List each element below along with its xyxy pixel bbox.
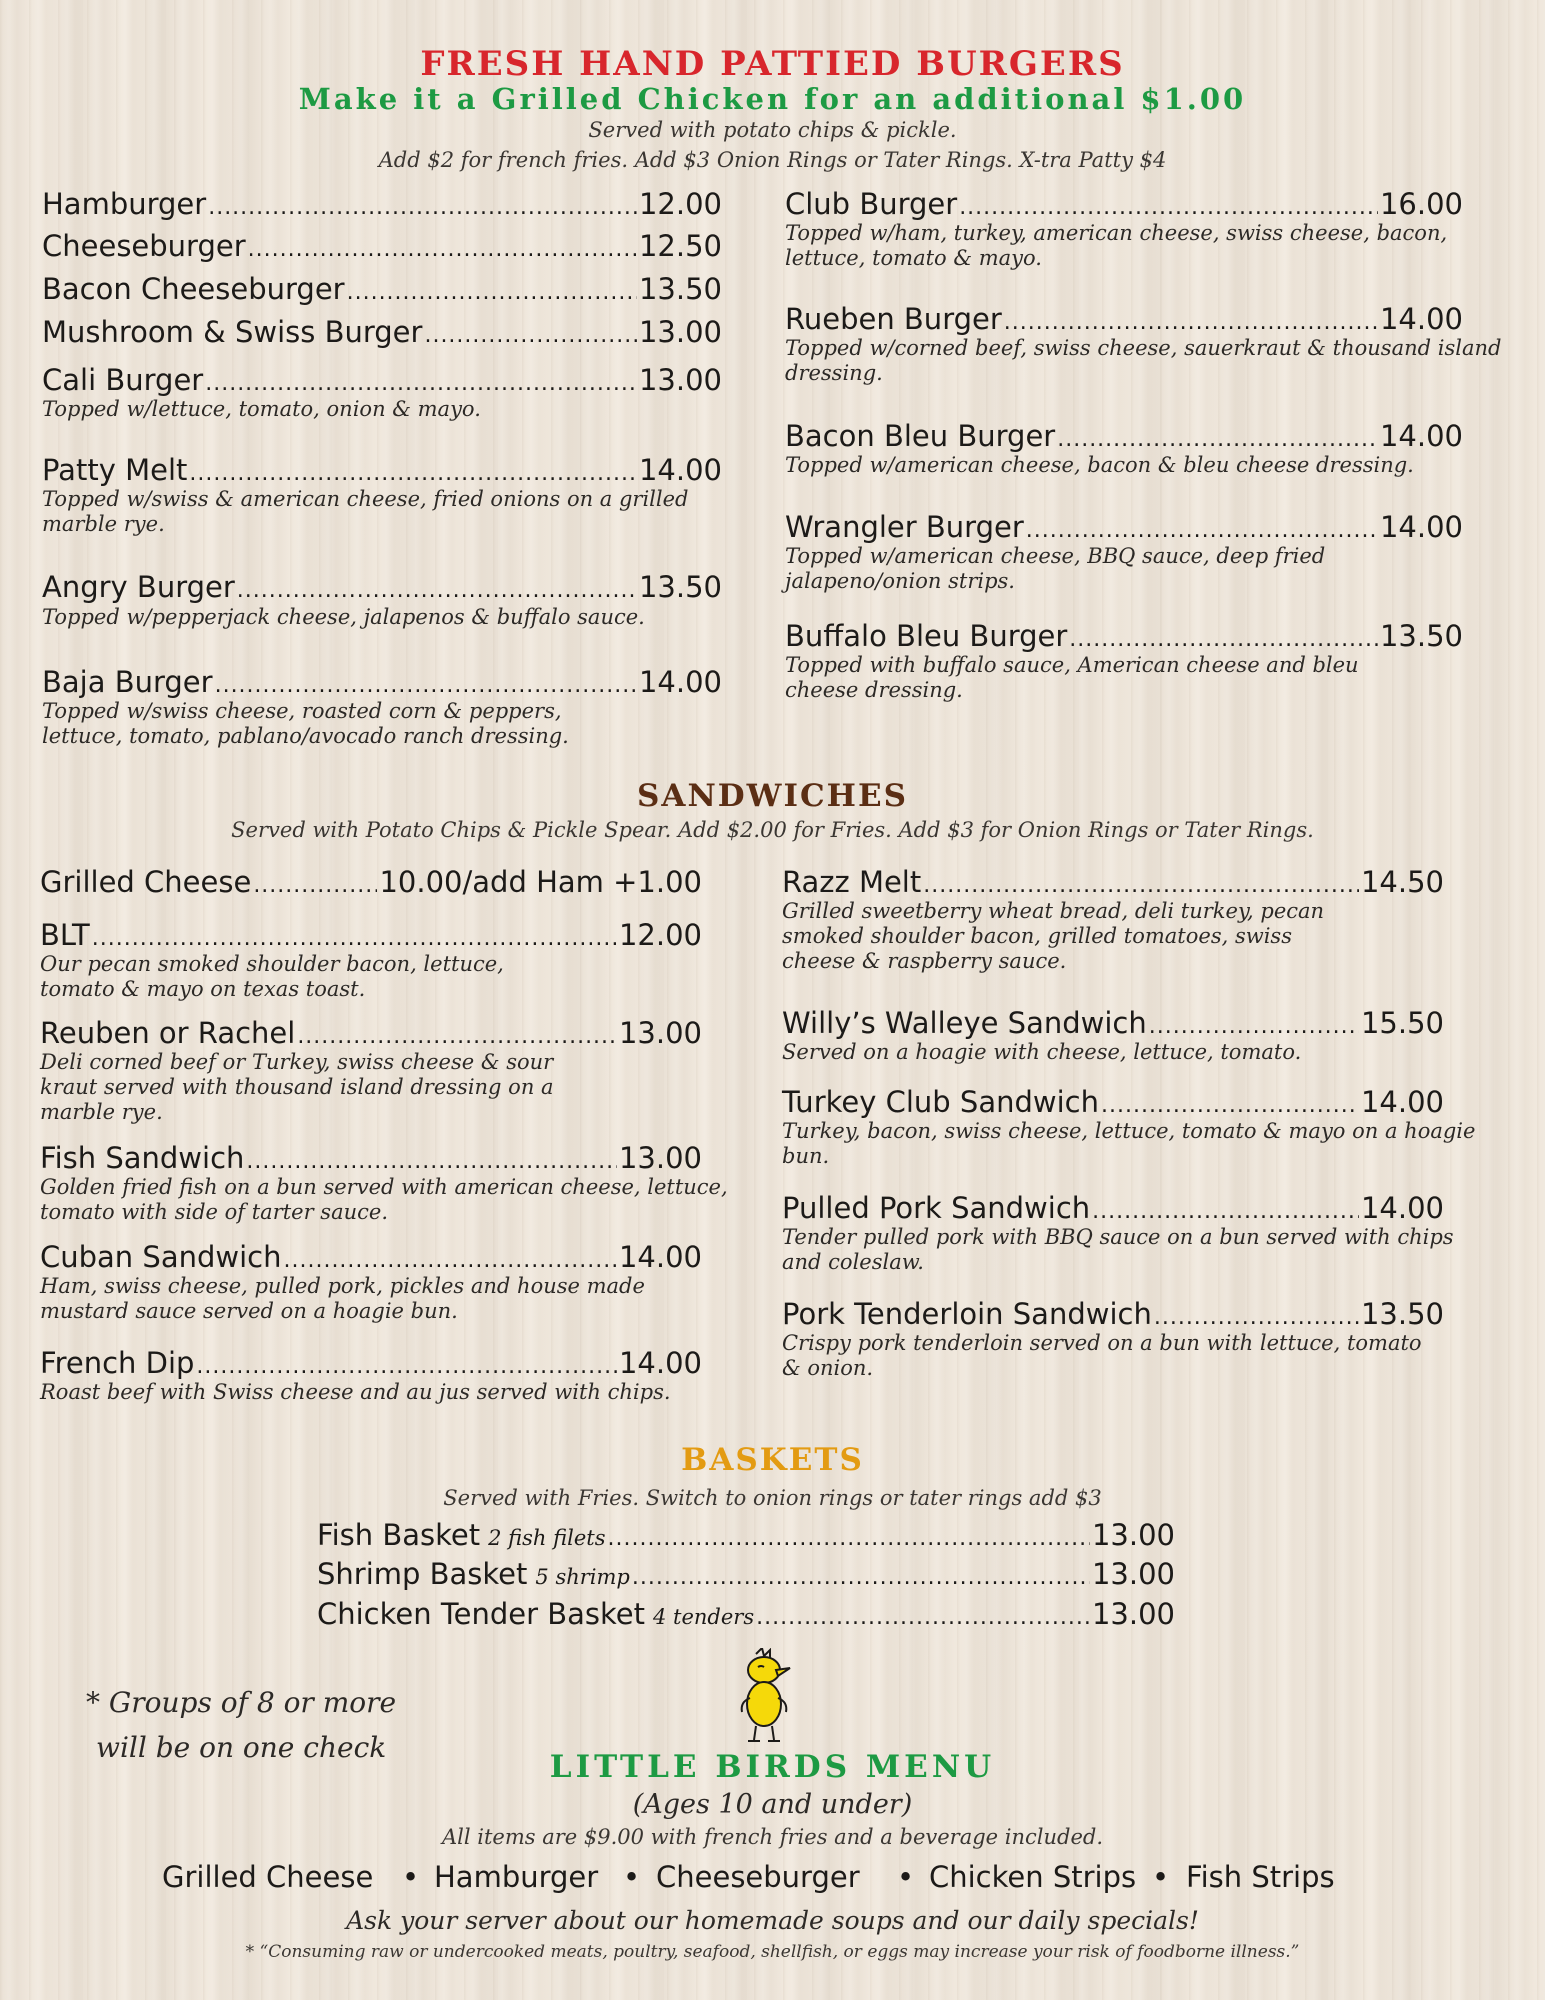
item-name: Cali Burger <box>42 363 204 397</box>
sandwiches-title: SANDWICHES <box>637 778 908 814</box>
item-name: Turkey Club Sandwich <box>782 1085 1099 1119</box>
item-name: Rueben Burger <box>785 302 1002 336</box>
item-name: Baja Burger <box>42 665 213 699</box>
item-description: Topped w/swiss cheese, roasted corn & peppers, lettuce, tomato, pablano/avocado ranch dressing. <box>42 699 569 748</box>
item-price: 14.00 <box>618 1346 702 1380</box>
item-price: 14.00 <box>638 665 722 699</box>
item-name: Hamburger <box>42 187 207 221</box>
item-description: Our pecan smoked shoulder bacon, lettuce, tomato & mayo on texas toast. <box>40 952 504 1001</box>
leader-dots <box>189 461 637 486</box>
leader-dots <box>1101 1093 1359 1118</box>
leader-dots <box>632 1565 1090 1590</box>
specials-note: Ask your server about our homemade soups and our daily specials! <box>346 1906 1199 1935</box>
leader-dots <box>607 1526 1089 1551</box>
menu-item <box>42 570 722 604</box>
item-price: 13.50 <box>1379 619 1463 653</box>
menu-item <box>782 1006 1444 1040</box>
item-description: Deli corned beef or Turkey, swiss cheese & sour kraut served with thousand island dressing on a marble rye. <box>40 1050 554 1124</box>
item-name: Chicken Tender Basket <box>317 1597 645 1631</box>
menu-item <box>782 865 1444 899</box>
item-name: Razz Melt <box>782 865 922 899</box>
item-price: 14.00 <box>1379 302 1463 336</box>
groups-note-line-1: * Groups of 8 or more <box>86 1686 397 1719</box>
item-quantity: 4 tenders <box>652 1605 755 1629</box>
menu-item <box>782 1297 1444 1331</box>
menu-item <box>785 302 1463 336</box>
menu-item <box>782 1191 1444 1225</box>
item-name: BLT <box>40 918 90 952</box>
leader-dots <box>215 673 637 698</box>
item-name: Buffalo Bleu Burger <box>785 619 1068 653</box>
leader-dots <box>347 280 637 305</box>
item-name: Fish Sandwich <box>40 1141 245 1175</box>
sandwiches-note: Served with Potato Chips & Pickle Spear. Add $2.00 for Fries. Add $3 for Onion Rings or Tater Rings. <box>231 818 1314 842</box>
leader-dots <box>1092 1199 1359 1224</box>
item-name: Wrangler Burger <box>785 510 1024 544</box>
leader-dots <box>297 1024 617 1049</box>
item-name: Grilled Cheese <box>40 865 252 899</box>
leader-dots <box>283 1248 616 1273</box>
menu-item <box>317 1518 1175 1552</box>
leader-dots <box>1154 1305 1359 1330</box>
burgers-title: FRESH HAND PATTIED BURGERS <box>420 44 1125 84</box>
item-price: 14.00 <box>1360 1085 1444 1119</box>
little-birds-note: All items are $9.00 with french fries and a beverage included. <box>442 1825 1103 1849</box>
item-description: Topped w/pepperjack cheese, jalapenos & buffalo sauce. <box>42 605 645 629</box>
menu-item <box>785 510 1463 544</box>
item-description: Topped w/american cheese, bacon & bleu cheese dressing. <box>785 453 1414 477</box>
kids-item: Cheeseburger <box>656 1860 860 1894</box>
item-price: 13.00 <box>618 1016 702 1050</box>
item-description: Topped with buffalo sauce, American cheese and bleu cheese dressing. <box>785 653 1359 702</box>
leader-dots <box>246 1149 617 1174</box>
kids-item: Grilled Cheese <box>162 1860 374 1894</box>
item-name: Cheeseburger <box>42 229 246 263</box>
item-price: 12.00 <box>618 918 702 952</box>
item-description: Grilled sweetberry wheat bread, deli turkey, pecan smoked shoulder bacon, grilled tomatoes, swiss cheese & raspberry sauce. <box>782 899 1325 973</box>
item-name: Club Burger <box>785 187 958 221</box>
item-price: 13.00 <box>1091 1557 1175 1591</box>
item-price: 13.00 <box>618 1141 702 1175</box>
item-name: Angry Burger <box>42 570 235 604</box>
menu-item <box>42 453 722 487</box>
item-price: 14.00 <box>1379 510 1463 544</box>
leader-dots <box>205 371 637 396</box>
item-description: Served on a hoagie with cheese, lettuce, tomato. <box>782 1040 1302 1064</box>
item-price: 13.00 <box>1091 1518 1175 1552</box>
leader-dots <box>1057 427 1378 452</box>
item-description: Ham, swiss cheese, pulled pork, pickles and house made mustard sauce served on a hoagie bun. <box>40 1274 645 1323</box>
foodborne-disclaimer: * “Consuming raw or undercooked meats, poultry, seafood, shellfish, or eggs may increase your risk of foodborne illness.” <box>245 1942 1300 1962</box>
item-description: Topped w/swiss & american cheese, fried onions on a grilled marble rye. <box>42 487 689 536</box>
item-name: Willy’s Walleye Sandwich <box>782 1006 1147 1040</box>
leader-dots <box>1026 518 1378 543</box>
item-price: 14.00 <box>1360 1191 1444 1225</box>
menu-item <box>317 1557 1175 1591</box>
leader-dots <box>1004 310 1378 335</box>
item-name: Patty Melt <box>42 453 188 487</box>
item-description: Tender pulled pork with BBQ sauce on a bun served with chips and coleslaw. <box>782 1225 1454 1274</box>
item-description: Golden fried fish on a bun served with american cheese, lettuce, tomato with side of tarter sauce. <box>40 1175 728 1224</box>
baskets-title: BASKETS <box>681 1442 864 1478</box>
bullet-icon: • <box>897 1860 915 1894</box>
little-birds-ages: (Ages 10 and under) <box>632 1789 913 1820</box>
leader-dots <box>1149 1014 1359 1039</box>
menu-item <box>785 187 1463 221</box>
yellow-bird-icon <box>728 1648 800 1744</box>
item-price: 12.50 <box>638 229 722 263</box>
menu-item <box>40 1016 702 1050</box>
burgers-note-1: Served with potato chips & pickle. <box>588 118 957 142</box>
item-description: Topped w/corned beef, swiss cheese, sauerkraut & thousand island dressing. <box>785 336 1502 385</box>
burgers-subtitle: Make it a Grilled Chicken for an additional $1.00 <box>298 82 1247 116</box>
item-name: Pork Tenderloin Sandwich <box>782 1297 1152 1331</box>
item-name: Fish Basket <box>317 1518 481 1552</box>
item-description: Topped w/lettuce, tomato, onion & mayo. <box>42 397 481 421</box>
bullet-icon: • <box>402 1860 420 1894</box>
item-name: Bacon Cheeseburger <box>42 272 345 306</box>
item-price: 13.50 <box>638 570 722 604</box>
leader-dots <box>237 578 637 603</box>
leader-dots <box>959 195 1378 220</box>
leader-dots <box>92 926 617 951</box>
item-price: 14.50 <box>1360 865 1444 899</box>
item-name: French Dip <box>40 1346 195 1380</box>
item-name: Pulled Pork Sandwich <box>782 1191 1091 1225</box>
item-quantity: 5 shrimp <box>535 1565 630 1589</box>
item-description: Crispy pork tenderloin served on a bun with lettuce, tomato & onion. <box>782 1331 1422 1380</box>
leader-dots <box>1069 627 1378 652</box>
item-price: 12.00 <box>638 187 722 221</box>
menu-item <box>42 229 722 263</box>
item-name: Bacon Bleu Burger <box>785 419 1056 453</box>
menu-item <box>42 272 722 306</box>
item-price: 13.00 <box>638 363 722 397</box>
item-description: Topped w/american cheese, BBQ sauce, deep fried jalapeno/onion strips. <box>785 544 1326 593</box>
item-price: 16.00 <box>1379 187 1463 221</box>
kids-item: Hamburger <box>434 1860 599 1894</box>
menu-item <box>40 1141 702 1175</box>
leader-dots <box>253 873 377 898</box>
item-price: 13.00 <box>638 315 722 349</box>
leader-dots <box>196 1354 617 1379</box>
item-name: Shrimp Basket <box>317 1557 528 1591</box>
bullet-icon: • <box>1152 1860 1170 1894</box>
item-name: Reuben or Rachel <box>40 1016 296 1050</box>
menu-item <box>782 1085 1444 1119</box>
item-name: Cuban Sandwich <box>40 1240 282 1274</box>
menu-item <box>40 1240 702 1274</box>
item-price: 10.00/add Ham +1.00 <box>379 865 702 899</box>
menu-item <box>42 315 722 349</box>
leader-dots <box>756 1605 1090 1630</box>
item-price: 14.00 <box>1379 419 1463 453</box>
leader-dots <box>248 237 637 262</box>
burgers-note-2: Add $2 for french fries. Add $3 Onion Rings or Tater Rings. X-tra Patty $4 <box>378 148 1167 172</box>
leader-dots <box>208 195 637 220</box>
leader-dots <box>923 873 1359 898</box>
menu-item <box>40 1346 702 1380</box>
item-price: 13.50 <box>1360 1297 1444 1331</box>
item-quantity: 2 fish filets <box>488 1526 606 1550</box>
menu-item <box>42 363 722 397</box>
kids-item: Fish Strips <box>1186 1860 1335 1894</box>
menu-item <box>42 187 722 221</box>
groups-note-line-2: will be on one check <box>96 1731 387 1764</box>
item-price: 14.00 <box>638 453 722 487</box>
item-price: 15.50 <box>1360 1006 1444 1040</box>
item-price: 13.00 <box>1091 1597 1175 1631</box>
leader-dots <box>424 323 637 348</box>
little-birds-title: LITTLE BIRDS MENU <box>549 1749 996 1785</box>
kids-item: Chicken Strips <box>929 1860 1137 1894</box>
menu-item <box>785 619 1463 653</box>
menu-item <box>42 665 722 699</box>
item-price: 14.00 <box>618 1240 702 1274</box>
menu-item <box>40 865 702 899</box>
item-description: Topped w/ham, turkey, american cheese, swiss cheese, bacon, lettuce, tomato & mayo. <box>785 221 1448 270</box>
item-name: Mushroom & Swiss Burger <box>42 315 423 349</box>
menu-item <box>40 918 702 952</box>
item-description: Roast beef with Swiss cheese and au jus served with chips. <box>40 1380 671 1404</box>
item-description: Turkey, bacon, swiss cheese, lettuce, tomato & mayo on a hoagie bun. <box>782 1119 1476 1168</box>
baskets-note: Served with Fries. Switch to onion rings or tater rings add $3 <box>443 1486 1102 1510</box>
bullet-icon: • <box>623 1860 641 1894</box>
item-price: 13.50 <box>638 272 722 306</box>
menu-item <box>317 1597 1175 1631</box>
menu-item <box>785 419 1463 453</box>
